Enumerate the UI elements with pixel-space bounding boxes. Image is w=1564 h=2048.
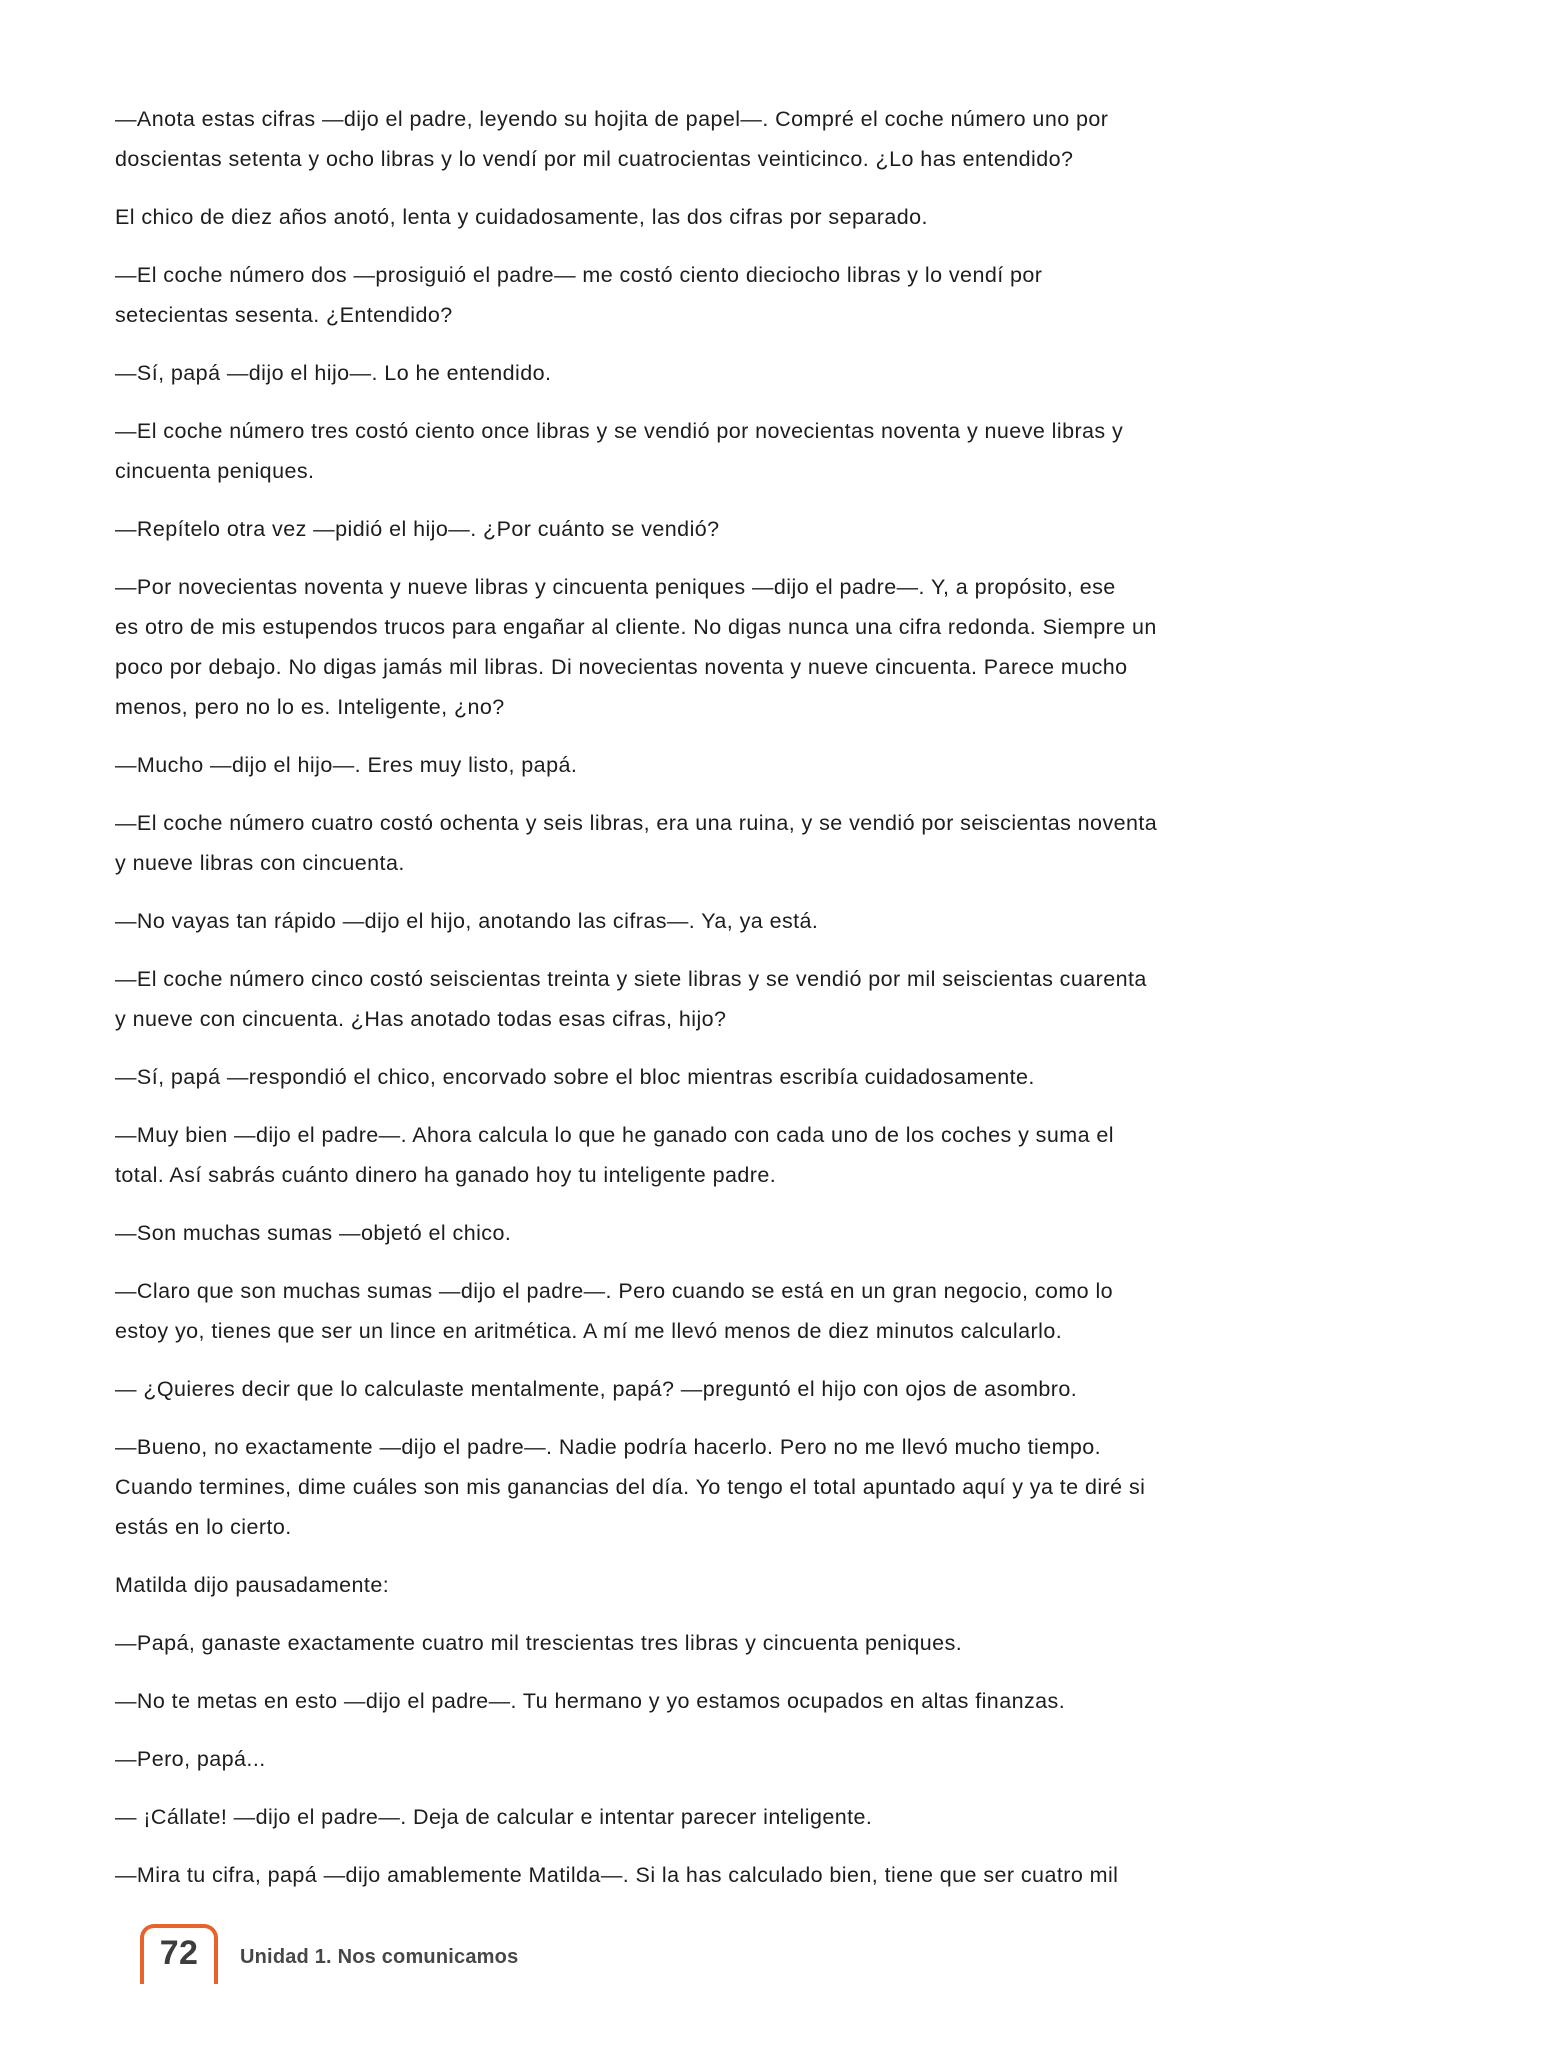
paragraph: —El coche número tres costó ciento once libras y se vendió por novecientas noventa y nueve libras y cincuenta peniques. xyxy=(115,419,1124,483)
paragraph: —Sí, papá —respondió el chico, encorvado sobre el bloc mientras escribía cuidadosamente. xyxy=(115,1065,1035,1089)
page-footer xyxy=(140,1924,518,1984)
paragraph: —Bueno, no exactamente —dijo el padre—. Nadie podría hacerlo. Pero no me llevó mucho tiempo. Cuando termines, dime cuáles son mis ganancias del día. Yo tengo el total apuntado aquí y ya te diré si estás en lo cierto. xyxy=(115,1435,1146,1539)
paragraph: —Anota estas cifras —dijo el padre, leyendo su hojita de papel—. Compré el coche número uno por doscientas setenta y ocho libras y lo vendí por mil cuatrocientas veinticinco. ¿Lo has entendido? xyxy=(115,107,1109,171)
paragraph: — ¡Cállate! —dijo el padre—. Deja de calcular e intentar parecer inteligente. xyxy=(115,1805,873,1829)
paragraph: —Claro que son muchas sumas —dijo el padre—. Pero cuando se está en un gran negocio, como lo estoy yo, tienes que ser un lince en aritmética. A mí me llevó menos de diez minutos calcularlo. xyxy=(115,1279,1114,1343)
page-number-badge xyxy=(140,1924,218,1984)
paragraph: —Mucho —dijo el hijo—. Eres muy listo, papá. xyxy=(115,753,578,777)
paragraph: — ¿Quieres decir que lo calculaste mentalmente, papá? —preguntó el hijo con ojos de asombro. xyxy=(115,1377,1078,1401)
paragraph: —No vayas tan rápido —dijo el hijo, anotando las cifras—. Ya, ya está. xyxy=(115,909,819,933)
paragraph: —El coche número cinco costó seiscientas treinta y siete libras y se vendió por mil seiscientas cuarenta y nueve con cincuenta. ¿Has anotado todas esas cifras, hijo? xyxy=(115,967,1147,1031)
page-number: 72 xyxy=(159,1933,199,1972)
paragraph: —Muy bien —dijo el padre—. Ahora calcula lo que he ganado con cada uno de los coches y suma el total. Así sabrás cuánto dinero ha ganado hoy tu inteligente padre. xyxy=(115,1123,1114,1187)
paragraph: —El coche número dos —prosiguió el padre— me costó ciento dieciocho libras y lo vendí por setecientas sesenta. ¿Entendido? xyxy=(115,263,1043,327)
paragraph: —Sí, papá —dijo el hijo—. Lo he entendido. xyxy=(115,361,552,385)
paragraph: Matilda dijo pausadamente: xyxy=(115,1573,390,1597)
paragraph: —Pero, papá... xyxy=(115,1747,266,1771)
section-label: Unidad 1. Nos comunicamos xyxy=(240,1946,519,1968)
paragraph: —Repítelo otra vez —pidió el hijo—. ¿Por cuánto se vendió? xyxy=(115,517,720,541)
paragraph: —Por novecientas noventa y nueve libras y cincuenta peniques —dijo el padre—. Y, a propósito, ese es otro de mis estupendos trucos para engañar al cliente. No digas nunca una cifra redonda. Siempre un poco por debajo. No digas jamás mil libras. Di novecientas noventa y nueve cincuenta. Parece mucho menos, pero no lo es. Inteligente, ¿no? xyxy=(115,575,1157,719)
paragraph: —No te metas en esto —dijo el padre—. Tu hermano y yo estamos ocupados en altas finanzas. xyxy=(115,1689,1066,1713)
paragraph: El chico de diez años anotó, lenta y cuidadosamente, las dos cifras por separado. xyxy=(115,205,928,229)
paragraph: —Son muchas sumas —objetó el chico. xyxy=(115,1221,512,1245)
paragraph: —Papá, ganaste exactamente cuatro mil trescientas tres libras y cincuenta peniques. xyxy=(115,1631,963,1655)
paragraph: —El coche número cuatro costó ochenta y seis libras, era una ruina, y se vendió por seiscientas noventa y nueve libras con cincuenta. xyxy=(115,811,1158,875)
body-text xyxy=(115,99,1463,1913)
paragraph: —Mira tu cifra, papá —dijo amablemente Matilda—. Si la has calculado bien, tiene que ser cuatro mil xyxy=(115,1863,1119,1887)
